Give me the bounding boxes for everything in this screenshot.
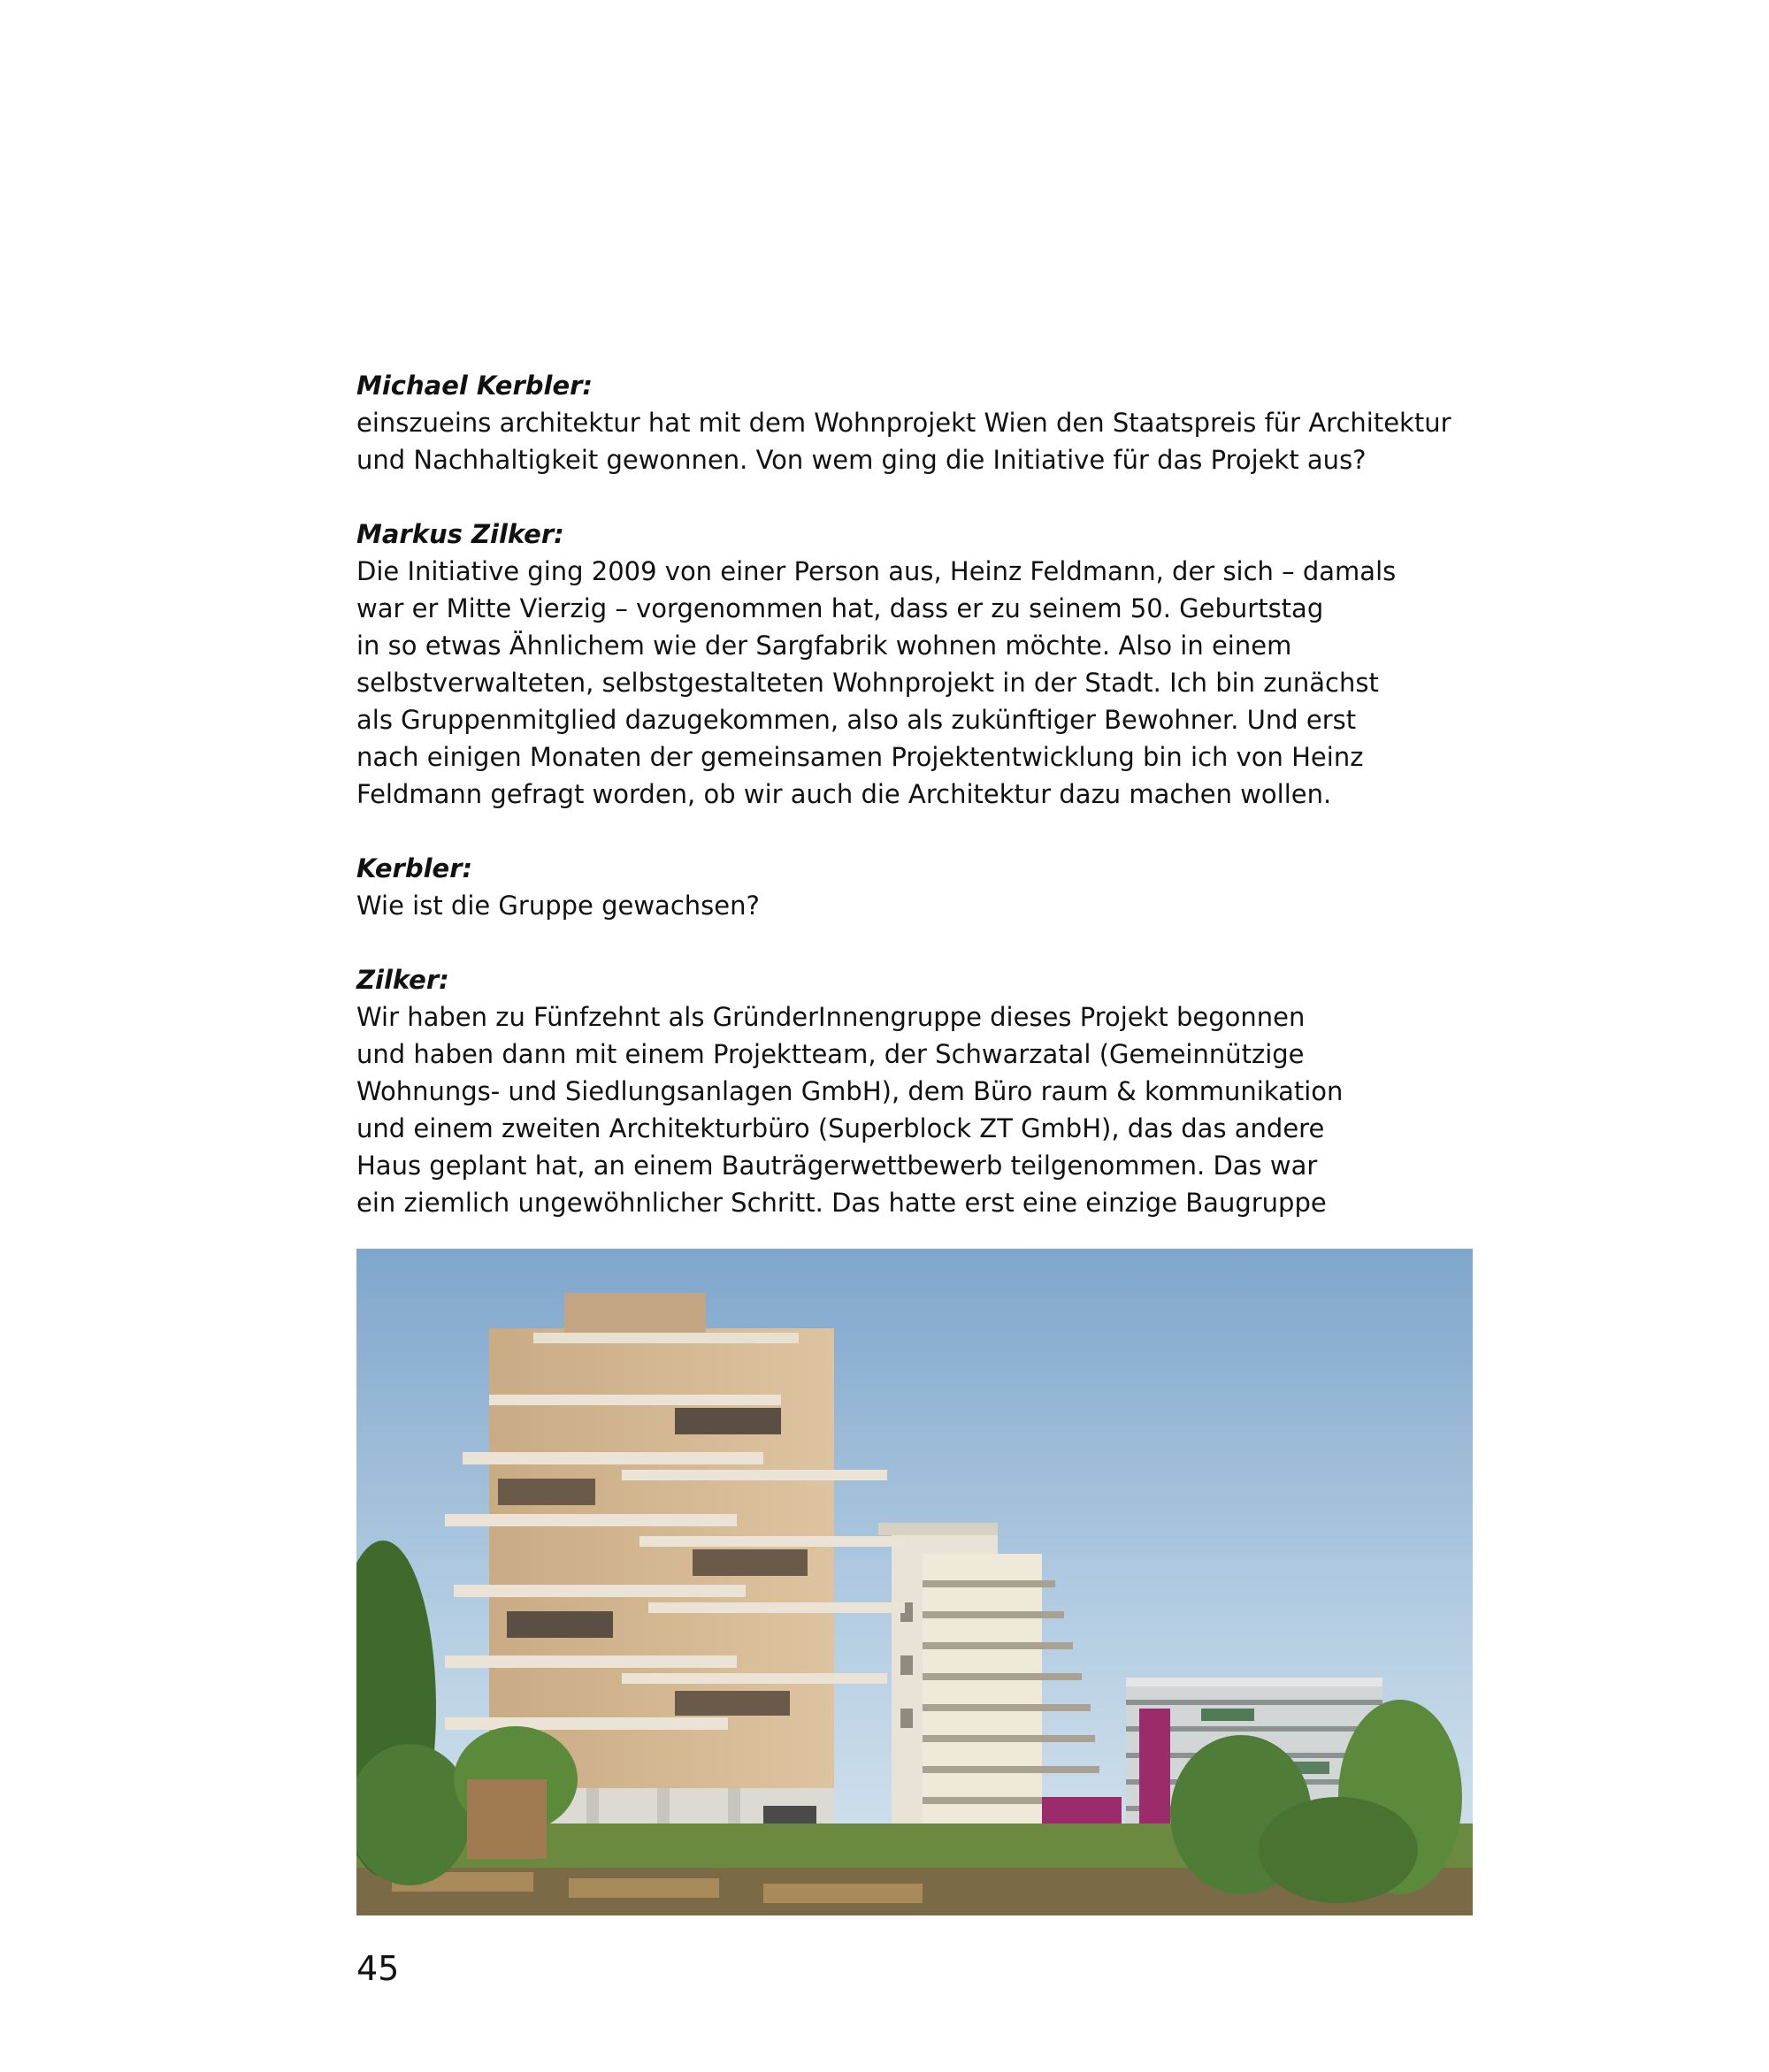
text-line: einszueins architektur hat mit dem Wohnprojekt Wien den Staatspreis für Architektur [356, 408, 1451, 438]
interview-block [356, 516, 1480, 813]
raised-bed [569, 1878, 719, 1898]
text-line: und haben dann mit einem Projektteam, der Schwarzatal (Gemeinnützige [356, 1039, 1305, 1069]
text-line: als Gruppenmitglied dazugekommen, also als zukünftiger Bewohner. Und erst [356, 705, 1357, 735]
building-photo-illustration [356, 1249, 1473, 1915]
text-line: Haus geplant hat, an einem Bauträgerwettbewerb teilgenommen. Das war [356, 1151, 1318, 1181]
speaker-name: Kerbler: [356, 853, 473, 883]
text-line: Wohnungs- und Siedlungsanlagen GmbH), dem Büro raum & kommunikation [356, 1076, 1344, 1106]
interview-block [356, 961, 1480, 1221]
text-line: Feldmann gefragt worden, ob wir auch die Architektur dazu machen wollen. [356, 779, 1332, 809]
text-line: ein ziemlich ungewöhnlicher Schritt. Das hatte erst eine einzige Baugruppe [356, 1188, 1327, 1218]
speaker-name: Markus Zilker: [356, 519, 564, 549]
interview-text [356, 367, 1480, 1258]
text-line: Die Initiative ging 2009 von einer Person aus, Heinz Feldmann, der sich – damals [356, 556, 1397, 586]
raised-bed [763, 1884, 923, 1903]
interview-block [356, 367, 1480, 478]
text-line: nach einigen Monaten der gemeinsamen Projektentwicklung bin ich von Heinz [356, 742, 1364, 772]
text-line: in so etwas Ähnlichem wie der Sargfabrik wohnen möchte. Also in einem [356, 631, 1292, 661]
building-photo [356, 1249, 1473, 1915]
speaker-name: Zilker: [356, 965, 449, 995]
interview-block [356, 850, 1480, 924]
page-number: 45 [356, 1949, 400, 1988]
speaker-name: Michael Kerbler: [356, 371, 593, 401]
text-line: Wie ist die Gruppe gewachsen? [356, 891, 760, 921]
text-line: war er Mitte Vierzig – vorgenommen hat, dass er zu seinem 50. Geburtstag [356, 593, 1324, 623]
text-line: Wir haben zu Fünfzehnt als GründerInnengruppe dieses Projekt begonnen [356, 1002, 1306, 1032]
text-line: und einem zweiten Architekturbüro (Superblock ZT GmbH), das das andere [356, 1113, 1325, 1143]
text-line: und Nachhaltigkeit gewonnen. Von wem ging die Initiative für das Projekt aus? [356, 445, 1367, 475]
text-line: selbstverwalteten, selbstgestalteten Wohnprojekt in der Stadt. Ich bin zunächst [356, 668, 1379, 698]
